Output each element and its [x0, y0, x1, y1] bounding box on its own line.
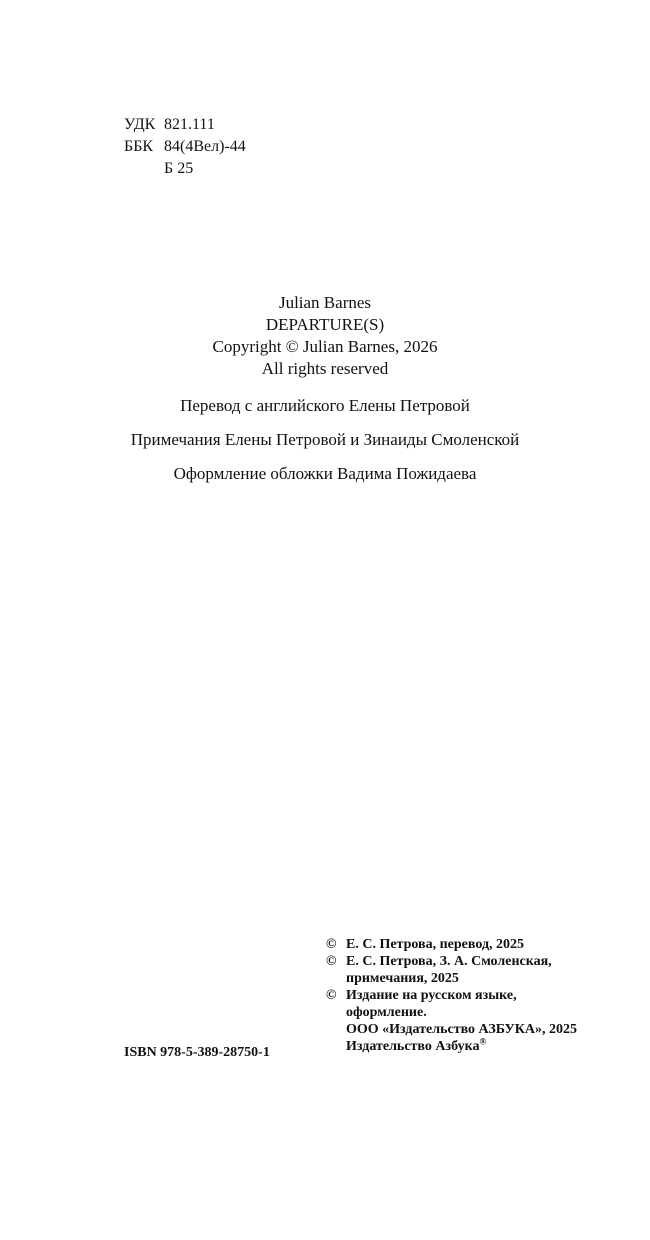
copyright-line: Copyright © Julian Barnes, 2026 — [212, 337, 438, 356]
original-title: DEPARTURE(S) — [265, 315, 385, 334]
author-mark: Б 25 — [164, 160, 194, 177]
bbk-label: ББК — [124, 138, 154, 155]
isbn: ISBN 978-5-389-28750-1 — [124, 1045, 270, 1060]
copyright-line: примечания, 2025 — [346, 971, 459, 986]
bbk-row — [124, 136, 246, 158]
bbk-value: 84(4Вел)-44 — [164, 138, 246, 155]
copyright-entry-translation — [326, 936, 626, 953]
copyright-text — [346, 987, 577, 1055]
copyright-line: Издание на русском языке, — [346, 988, 517, 1003]
author-name: Julian Barnes — [278, 293, 372, 312]
copyright-entry-edition — [326, 987, 626, 1055]
cover-design-credit: Оформление обложки Вадима Пожидаева — [173, 464, 477, 483]
udk-label: УДК — [124, 116, 156, 133]
udk-value: 821.111 — [164, 116, 215, 133]
publisher-line — [346, 1038, 577, 1055]
copyright-line: ООО «Издательство АЗБУКА», 2025 — [346, 1022, 578, 1037]
translation-credit: Перевод с английского Елены Петровой — [180, 396, 470, 415]
publisher-name: Издательство Азбука — [346, 1039, 480, 1054]
copyright-text — [346, 953, 552, 987]
copyright-sign: © — [326, 954, 337, 969]
copyright-line: Е. С. Петрова, перевод, 2025 — [346, 937, 525, 952]
copyright-line: Е. С. Петрова, З. А. Смоленская, — [346, 954, 552, 969]
copyright-notices — [326, 936, 626, 1055]
copyright-sign: © — [326, 937, 337, 952]
original-credits — [0, 292, 650, 380]
classification-block — [124, 114, 246, 180]
udk-row — [124, 114, 246, 136]
trademark-sign: ® — [479, 1036, 487, 1047]
notes-credit: Примечания Елены Петровой и Зинаиды Смоленской — [130, 430, 520, 449]
copyright-entry-notes — [326, 953, 626, 987]
copyright-text — [346, 936, 524, 953]
copyright-line: оформление. — [346, 1005, 427, 1020]
author-mark-row — [124, 158, 246, 180]
rights-line: All rights reserved — [261, 359, 389, 378]
copyright-sign: © — [326, 988, 337, 1003]
